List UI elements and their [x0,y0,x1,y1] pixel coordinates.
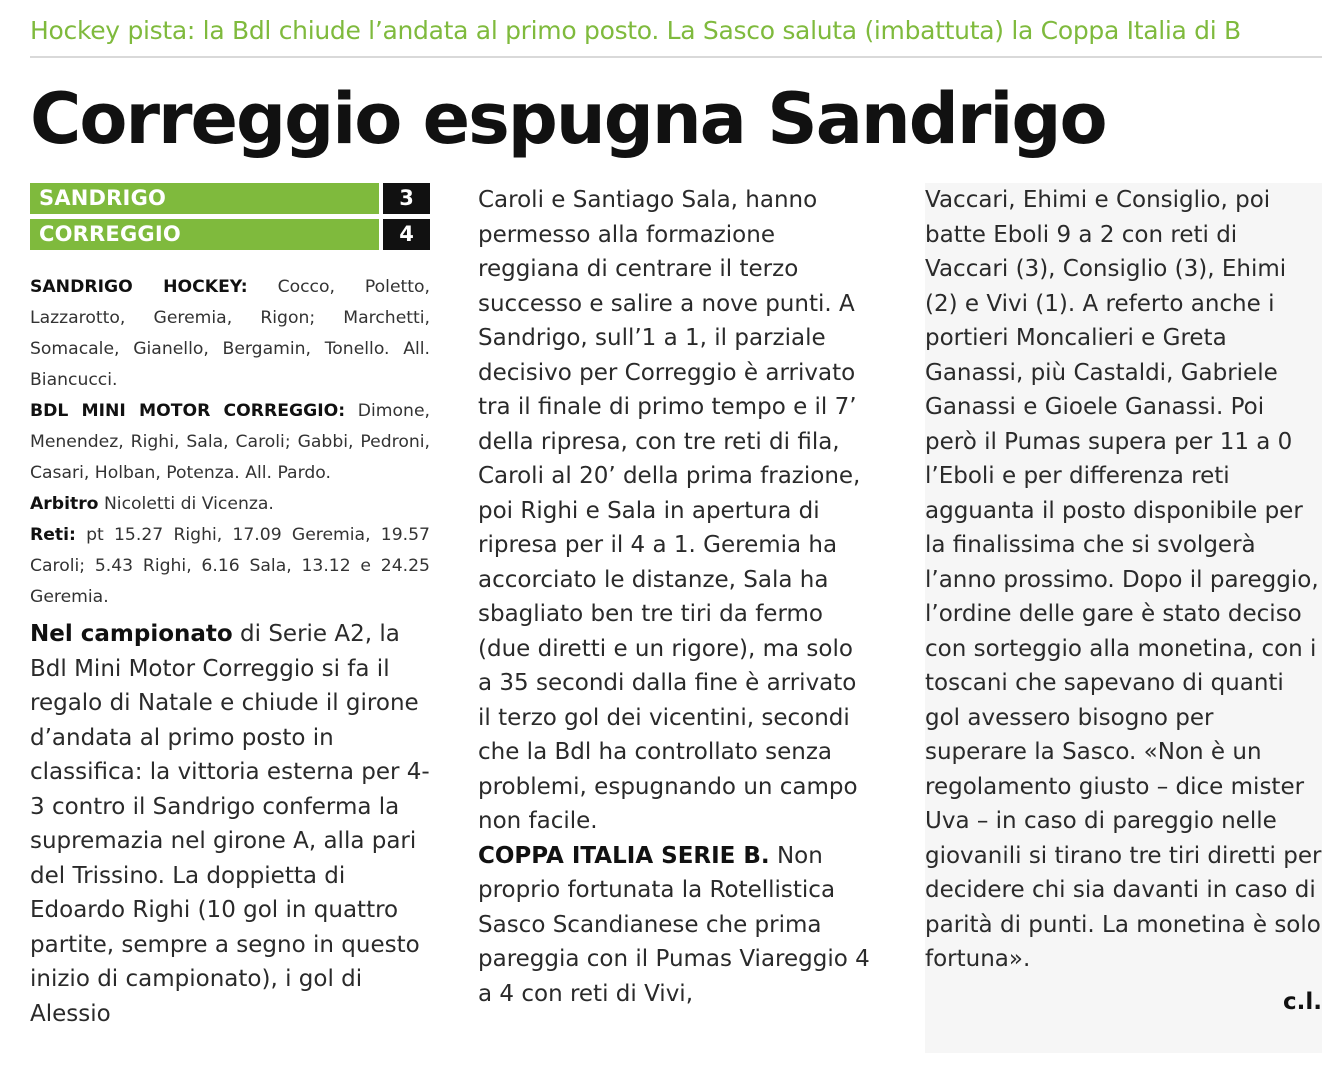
score-value: 4 [383,219,430,250]
paragraph-text: di Serie A2, la Bdl Mini Motor Correggio si fa il regalo di Natale e chiude il girone d’andata al primo posto in classifica: la vittoria esterna per 4-3 contro il Sandrigo conferma la supremazia nel girone A, alla pari del Trissino. La doppietta di Edoardo Righi (10 gol in quattro partite, sempre a segno in questo inizio di campionato), i gol di Alessio [30,621,430,1027]
lineup-label: SANDRIGO HOCKEY: [30,277,248,297]
article-paragraph-coppa [478,839,873,1012]
goals-line [30,520,430,613]
lineup-label: BDL MINI MOTOR CORREGGIO: [30,401,346,421]
lineup-players: Cocco, Poletto, Lazzarotto, Geremia, Rigon; Marchetti, Somacale, Gianello, Bergamin, Tonello. All. Biancucci. [30,277,430,390]
article-paragraph [30,617,430,1031]
paragraph-text: Non proprio fortunata la Rotellistica Sasco Scandianese che prima pareggia con il Pumas Viareggio 4 a 4 con reti di Vivi, [478,842,870,1007]
article-body-col1 [30,617,430,1031]
article-paragraph: Vaccari, Ehimi e Consiglio, poi batte Eboli 9 a 2 con reti di Vaccari (3), Consiglio (3), Ehimi (2) e Vivi (1). A referto anche i portieri Moncalieri e Greta Ganassi, più Castaldi, Gabriele Ganassi e Gioele Ganassi. Poi però il Pumas supera per 11 a 0 l’Eboli e per differenza reti agguanta il posto disponibile per la finalissima che si svolgerà l’anno prossimo. Dopo il pareggio, l’ordine delle gare è stato deciso con sorteggio alla monetina, con i toscani che sapevano di quanti gol avessero bisogno per superare la Sasco. «Non è un regolamento giusto – dice mister Uva – in caso di pareggio nelle giovanili si tirano tre tiri diretti per decidere chi sia davanti in caso di parità di punti. La monetina è solo fortuna». [925,187,1322,972]
score-team-name: CORREGGIO [30,219,379,250]
score-team-name: SANDRIGO [30,183,379,214]
lineup-sandrigo [30,272,430,396]
referee-name: Nicoletti di Vicenza. [98,494,274,514]
column-2 [478,183,873,1011]
referee-label: Arbitro [30,494,99,514]
article-body-col2 [478,183,873,1011]
headline: Correggio espugna Sandrigo [30,78,1106,160]
article-paragraph: Caroli e Santiago Sala, hanno permesso alla formazione reggiana di centrare il terzo successo e salire a nove punti. A Sandrigo, sull’1 a 1, il parziale decisivo per Correggio è arrivato tra il finale di primo tempo e il 7’ della ripresa, con tre reti di fila, Caroli al 20’ della prima frazione, poi Righi e Sala in apertura di ripresa per il 4 a 1. Geremia ha accorciato le distanze, Sala ha sbagliato ben tre tiri da fermo (due diretti e un rigore), ma solo a 35 secondi dalla fine è arrivato il terzo gol dei vicentini, secondi che la Bdl ha controllato senza problemi, espugnando un campo non facile. [478,187,861,834]
score-row-sandrigo [30,183,430,214]
column-1 [30,183,430,1031]
lineup-correggio [30,396,430,489]
goals-list: pt 15.27 Righi, 17.09 Geremia, 19.57 Caroli; 5.43 Righi, 6.16 Sala, 13.12 e 24.25 Geremia. [30,525,430,607]
kicker: Hockey pista: la Bdl chiude l’andata al primo posto. La Sasco saluta (imbattuta) la Coppa Italia di B [30,16,1241,45]
lineup-players: Dimone, Menendez, Righi, Sala, Caroli; Gabbi, Pedroni, Casari, Holban, Potenza. All. Pardo. [30,401,430,483]
match-lineups [30,272,430,613]
referee-line [30,489,430,520]
score-value: 3 [383,183,430,214]
column-3 [925,183,1322,1053]
lead-in: Nel campionato [30,621,233,647]
score-row-correggio [30,219,430,250]
divider [30,56,1322,58]
goals-label: Reti: [30,525,76,545]
author-signature: c.l. [1283,988,1322,1015]
article-body-col3 [925,183,1322,1019]
section-lead: COPPA ITALIA SERIE B. [478,842,770,869]
